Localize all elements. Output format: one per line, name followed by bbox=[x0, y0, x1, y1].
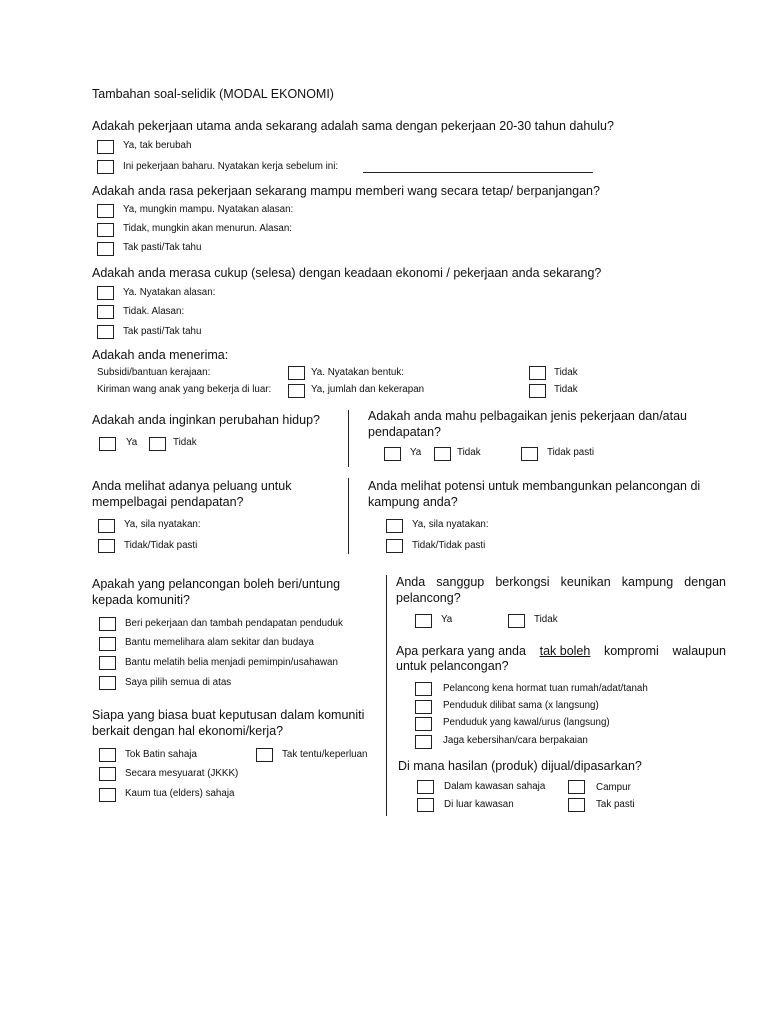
q12-option-2: Penduduk dilibat sama (x langsung) bbox=[443, 700, 599, 711]
q1-option-1: Ya, tak berubah bbox=[123, 140, 192, 151]
column-divider-3 bbox=[386, 575, 387, 816]
q4-row-1-yes-checkbox[interactable] bbox=[288, 366, 305, 380]
q2-checkbox-2[interactable] bbox=[97, 223, 114, 237]
q9-option-3: Bantu melatih belia menjadi pemimpin/usahawan bbox=[125, 657, 338, 668]
q12-text-line-2: untuk pelancongan? bbox=[396, 659, 509, 673]
question-2: Adakah anda rasa pekerjaan sekarang mampu memberi wang secara tetap/ berpanjangan? bbox=[92, 184, 600, 198]
column-divider-1 bbox=[348, 410, 349, 467]
q4-row-2-label: Kiriman wang anak yang bekerja di luar: bbox=[97, 384, 272, 395]
q11-no-label: Tidak bbox=[534, 614, 558, 625]
question-11: Anda sanggup berkongsi keunikan kampung dengan pelancong? bbox=[396, 575, 726, 605]
q10-checkbox-1[interactable] bbox=[99, 748, 116, 762]
question-5: Adakah anda inginkan perubahan hidup? bbox=[92, 413, 320, 427]
q7-checkbox-2[interactable] bbox=[98, 539, 115, 553]
q10-option-1: Tok Batin sahaja bbox=[125, 749, 197, 760]
q10-checkbox-3[interactable] bbox=[99, 767, 116, 781]
question-8: Anda melihat potensi untuk membangunkan pelancongan di kampung anda? bbox=[368, 479, 701, 509]
q12-text-post-1: kompromi bbox=[603, 644, 659, 658]
q9-checkbox-2[interactable] bbox=[99, 637, 116, 651]
q9-option-2: Bantu memelihara alam sekitar dan budaya bbox=[125, 637, 314, 648]
q10-option-4: Kaum tua (elders) sahaja bbox=[125, 788, 235, 799]
page-title: Tambahan soal-selidik (MODAL EKONOMI) bbox=[92, 87, 334, 101]
q9-checkbox-4[interactable] bbox=[99, 676, 116, 690]
question-12 bbox=[396, 643, 726, 659]
q2-option-1: Ya, mungkin mampu. Nyatakan alasan: bbox=[123, 204, 294, 215]
q12-checkbox-1[interactable] bbox=[415, 682, 432, 696]
q4-row-1-no-label: Tidak bbox=[554, 367, 578, 378]
q9-checkbox-1[interactable] bbox=[99, 617, 116, 631]
q2-option-3: Tak pasti/Tak tahu bbox=[123, 242, 202, 253]
q9-option-1: Beri pekerjaan dan tambah pendapatan penduduk bbox=[125, 618, 343, 629]
q11-yes-label: Ya bbox=[441, 614, 453, 625]
q7-option-1: Ya, sila nyatakan: bbox=[124, 519, 201, 530]
q13-option-1: Dalam kawasan sahaja bbox=[444, 781, 546, 792]
q5-no-checkbox[interactable] bbox=[149, 437, 166, 451]
q9-option-4: Saya pilih semua di atas bbox=[125, 677, 232, 688]
question-7: Anda melihat adanya peluang untuk mempelbagai pendapatan? bbox=[92, 479, 292, 509]
q12-checkbox-4[interactable] bbox=[415, 735, 432, 749]
q2-checkbox-1[interactable] bbox=[97, 204, 114, 218]
q5-yes-label: Ya bbox=[126, 437, 138, 448]
question-13: Di mana hasilan (produk) dijual/dipasarkan? bbox=[398, 759, 642, 773]
question-3: Adakah anda merasa cukup (selesa) dengan keadaan ekonomi / pekerjaan anda sekarang? bbox=[92, 266, 602, 280]
q1-checkbox-2[interactable] bbox=[97, 160, 114, 174]
q7-checkbox-1[interactable] bbox=[98, 519, 115, 533]
q5-yes-checkbox[interactable] bbox=[99, 437, 116, 451]
q9-checkbox-3[interactable] bbox=[99, 656, 116, 670]
q3-checkbox-3[interactable] bbox=[97, 325, 114, 339]
q10-option-3: Secara mesyuarat (JKKK) bbox=[125, 768, 239, 779]
q2-checkbox-3[interactable] bbox=[97, 242, 114, 256]
q4-row-2-no-checkbox[interactable] bbox=[529, 384, 546, 398]
q4-row-1-no-checkbox[interactable] bbox=[529, 366, 546, 380]
question-6: Adakah anda mahu pelbagaikan jenis pekerjaan dan/atau pendapatan? bbox=[368, 409, 687, 439]
q13-checkbox-4[interactable] bbox=[568, 798, 585, 812]
q1-option-2: Ini pekerjaan baharu. Nyatakan kerja sebelum ini: bbox=[123, 161, 339, 172]
q6-unsure-checkbox[interactable] bbox=[521, 447, 538, 461]
q12-checkbox-2[interactable] bbox=[415, 700, 432, 714]
q13-checkbox-1[interactable] bbox=[417, 780, 434, 794]
q12-option-4: Jaga kebersihan/cara berpakaian bbox=[443, 735, 588, 746]
q12-checkbox-3[interactable] bbox=[415, 717, 432, 731]
q4-row-1-yes-label: Ya. Nyatakan bentuk: bbox=[311, 367, 404, 378]
question-4: Adakah anda menerima: bbox=[92, 348, 229, 362]
q13-option-3: Di luar kawasan bbox=[444, 799, 514, 810]
q12-option-1: Pelancong kena hormat tuan rumah/adat/tanah bbox=[443, 683, 648, 694]
q3-option-1: Ya. Nyatakan alasan: bbox=[123, 287, 216, 298]
q13-checkbox-2[interactable] bbox=[568, 780, 585, 794]
q3-option-2: Tidak. Alasan: bbox=[123, 306, 185, 317]
q4-row-2-no-label: Tidak bbox=[554, 384, 578, 395]
question-1: Adakah pekerjaan utama anda sekarang adalah sama dengan pekerjaan 20-30 tahun dahulu? bbox=[92, 119, 614, 133]
question-10: Siapa yang biasa buat keputusan dalam komuniti berkait dengan hal ekonomi/kerja? bbox=[92, 708, 365, 738]
q7-option-2: Tidak/Tidak pasti bbox=[124, 540, 198, 551]
q12-option-3: Penduduk yang kawal/urus (langsung) bbox=[443, 717, 610, 728]
column-divider-2 bbox=[348, 478, 349, 554]
question-9: Apakah yang pelancongan boleh beri/untung kepada komuniti? bbox=[92, 577, 341, 607]
q4-row-1-label: Subsidi/bantuan kerajaan: bbox=[97, 367, 211, 378]
q10-checkbox-2[interactable] bbox=[256, 748, 273, 762]
q13-option-2: Campur bbox=[596, 782, 631, 793]
q4-row-2-yes-checkbox[interactable] bbox=[288, 384, 305, 398]
q6-no-label: Tidak bbox=[457, 447, 481, 458]
q8-checkbox-1[interactable] bbox=[386, 519, 403, 533]
q1-checkbox-1[interactable] bbox=[97, 140, 114, 154]
q12-text-pre: Apa perkara yang anda bbox=[396, 644, 526, 658]
q13-checkbox-3[interactable] bbox=[417, 798, 434, 812]
q10-checkbox-4[interactable] bbox=[99, 788, 116, 802]
q8-checkbox-2[interactable] bbox=[386, 539, 403, 553]
q8-option-1: Ya, sila nyatakan: bbox=[412, 519, 489, 530]
q3-option-3: Tak pasti/Tak tahu bbox=[123, 326, 202, 337]
q3-checkbox-2[interactable] bbox=[97, 305, 114, 319]
q12-text-post-2: walaupun bbox=[672, 644, 726, 658]
q6-unsure-label: Tidak pasti bbox=[547, 447, 595, 458]
q6-yes-label: Ya bbox=[410, 447, 422, 458]
q8-option-2: Tidak/Tidak pasti bbox=[412, 540, 486, 551]
q12-text-underlined: tak boleh bbox=[539, 644, 591, 658]
q1-answer-line[interactable] bbox=[363, 172, 593, 173]
q11-no-checkbox[interactable] bbox=[508, 614, 525, 628]
q6-yes-checkbox[interactable] bbox=[384, 447, 401, 461]
q11-yes-checkbox[interactable] bbox=[415, 614, 432, 628]
q13-option-4: Tak pasti bbox=[596, 799, 635, 810]
q4-row-2-yes-label: Ya, jumlah dan kekerapan bbox=[311, 384, 425, 395]
q3-checkbox-1[interactable] bbox=[97, 286, 114, 300]
q2-option-2: Tidak, mungkin akan menurun. Alasan: bbox=[123, 223, 293, 234]
q5-no-label: Tidak bbox=[173, 437, 197, 448]
q6-no-checkbox[interactable] bbox=[434, 447, 451, 461]
q10-option-2: Tak tentu/keperluan bbox=[282, 749, 368, 760]
